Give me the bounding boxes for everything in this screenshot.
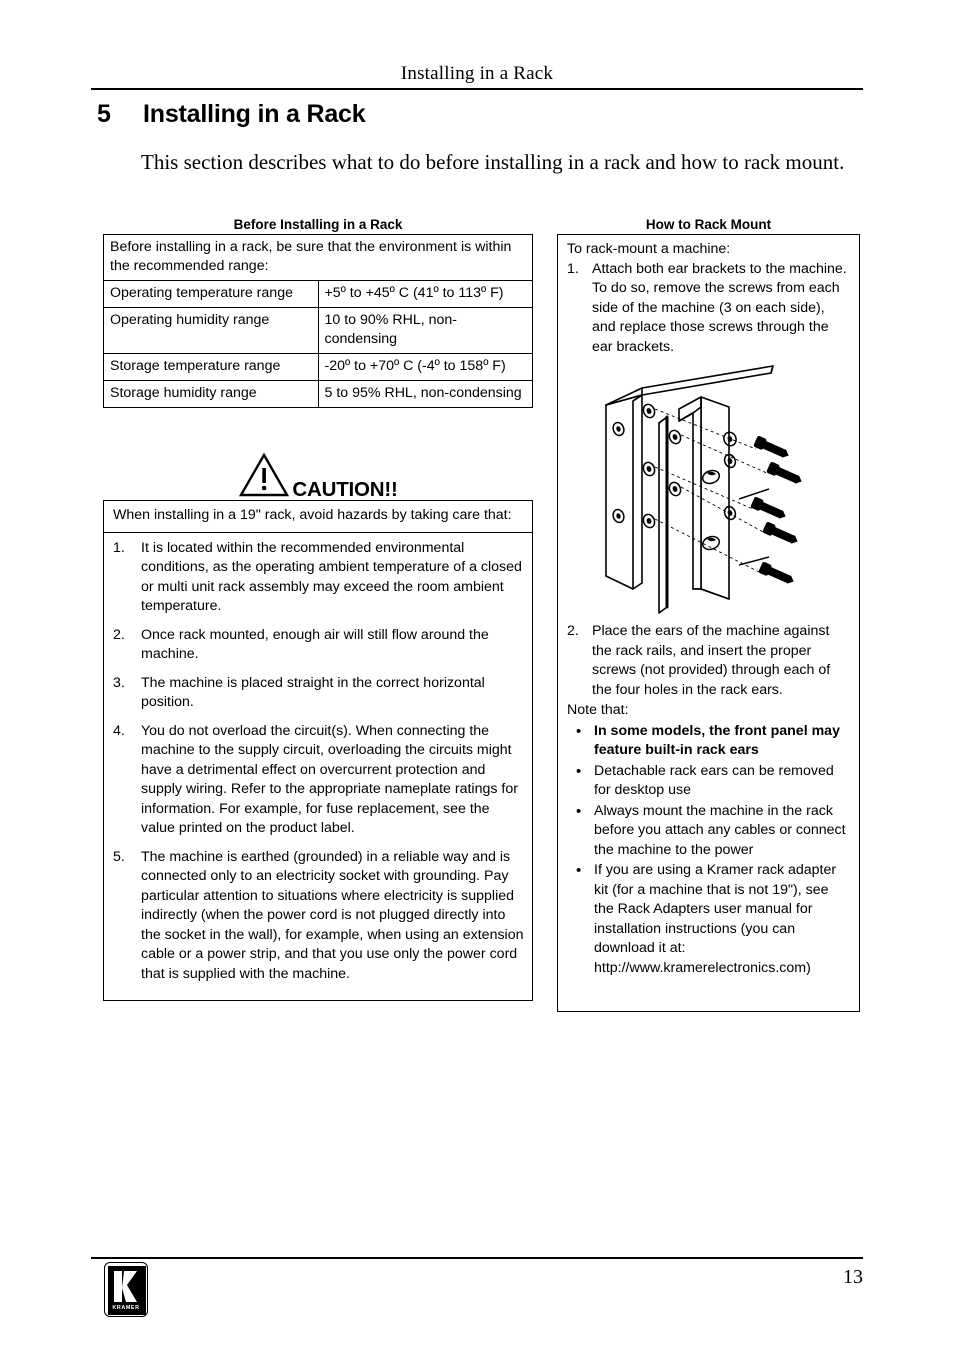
environment-requirements-table: [103, 234, 533, 408]
list-item-text: Once rack mounted, enough air will still flow around the machine.: [141, 626, 489, 662]
list-item-marker: 2.: [567, 623, 579, 639]
caution-heading: [103, 452, 533, 503]
rack-ear-bracket-illustration: [593, 361, 825, 619]
list-item: [113, 722, 524, 839]
kramer-wordmark: KRAMER: [112, 1305, 140, 1311]
list-item-marker: 3.: [113, 674, 125, 691]
env-row-value: 10 to 90% RHL, non-condensing: [318, 308, 533, 354]
table-row: [104, 281, 533, 308]
rack-mount-box: [557, 234, 860, 1012]
list-item-marker: 1.: [567, 260, 579, 277]
caution-box: [103, 500, 533, 1001]
section-intro-paragraph: This section describes what to do before installing in a rack and how to rack mount.: [141, 150, 845, 174]
kramer-logo: [104, 1262, 148, 1317]
table-row: [104, 381, 533, 408]
env-row-label: Operating humidity range: [104, 308, 319, 354]
list-item-text: It is located within the recommended environmental conditions, as the operating ambient temperature of a closed or multi unit rack assembly may exceed the room ambient temperature.: [141, 539, 522, 614]
env-table-intro-cell: Before installing in a rack, be sure that the environment is within the recommended range:: [104, 235, 533, 281]
caution-intro-text: When installing in a 19" rack, avoid hazards by taking care that:: [104, 501, 532, 533]
env-row-value: +5º to +45º C (41º to 113º F): [318, 281, 533, 308]
list-item-text: If you are using a Kramer rack adapter kit (for a machine that is not 19"), see the Rack Adapters user manual for installation instructions (you can download it at: http://www.kramerelectronics.com): [594, 862, 837, 976]
list-item-text: Detachable rack ears can be removed for desktop use: [594, 762, 834, 798]
list-item: [567, 622, 852, 700]
bullet-icon: •: [576, 802, 582, 820]
section-title-text: Installing in a Rack: [143, 100, 366, 128]
right-column-heading: How to Rack Mount: [645, 217, 772, 232]
bullet-icon: •: [576, 762, 582, 780]
list-item-marker: 1.: [113, 539, 125, 556]
warning-triangle-icon: [238, 452, 290, 503]
env-row-value: -20º to +70º C (-4º to 158º F): [318, 354, 533, 381]
list-item: [113, 674, 524, 713]
list-item-text: Place the ears of the machine against the rack rails, and insert the proper screws (not provided) through each of the four holes in the rack ears.: [592, 623, 831, 698]
left-column-heading: Before Installing in a Rack: [233, 217, 403, 232]
table-row: [104, 235, 533, 281]
footer-divider-rule: [91, 1257, 863, 1259]
list-item-text: In some models, the front panel may feature built-in rack ears: [594, 722, 840, 758]
env-row-label: Storage humidity range: [104, 381, 319, 408]
caution-label: CAUTION!!: [292, 478, 398, 501]
list-item: [113, 539, 524, 617]
bullet-icon: •: [576, 862, 582, 879]
list-item-marker: 2.: [113, 626, 125, 643]
note-lead-text: Note that:: [567, 702, 629, 718]
list-item: [567, 802, 852, 861]
list-item-text: The machine is earthed (grounded) in a reliable way and is connected only to an electricity socket with grounding. Pay particular attention to situations where electricity is supplied indirectly (when the power cord is not plugged directly into the socket in the wall), for example, when using an extension cable or a power strip, and that you use only the power cord that is supplied with the machine.: [141, 848, 524, 982]
running-header-text: Installing in a Rack: [400, 63, 554, 84]
env-row-value: 5 to 95% RHL, non-condensing: [318, 381, 533, 408]
list-item-marker: 4.: [113, 722, 125, 739]
section-number: 5: [97, 100, 111, 128]
list-item: [113, 626, 524, 665]
env-row-label: Operating temperature range: [104, 281, 319, 308]
list-item-text: Always mount the machine in the rack before you attach any cables or connect the machine to the power: [594, 802, 846, 858]
caution-item-list: [104, 533, 532, 1001]
list-item: [567, 722, 852, 761]
bullet-icon: •: [576, 722, 582, 740]
page-number: 13: [843, 1266, 863, 1288]
table-row: [104, 354, 533, 381]
list-item: [567, 260, 852, 358]
list-item-marker: 5.: [113, 848, 125, 865]
table-row: [104, 308, 533, 354]
page-running-header: [91, 62, 863, 86]
list-item-text: The machine is placed straight in the correct horizontal position.: [141, 674, 485, 710]
list-item: [113, 848, 524, 985]
list-item-text: Attach both ear brackets to the machine. To do so, remove the screws from each side of the machine (3 on each side), and replace those screws through the ear brackets.: [592, 260, 847, 355]
kramer-logo-mark: [108, 1266, 144, 1313]
list-item: [567, 861, 852, 978]
page-title: [97, 100, 857, 129]
list-item-text: You do not overload the circuit(s). When connecting the machine to the supply circuit, overloading the circuits might have a detrimental effect on overcurrent protection and supply wiring. Refer to the appropriate nameplate ratings for information. For example, for fuse replacement, see the value printed on the product label.: [141, 722, 518, 836]
env-row-label: Storage temperature range: [104, 354, 319, 381]
list-item: [567, 762, 852, 801]
rack-mount-lead-text: To rack-mount a machine:: [567, 241, 731, 257]
rack-ear-bracket-assembly-diagram: [567, 361, 852, 619]
header-divider-rule: [91, 88, 863, 90]
